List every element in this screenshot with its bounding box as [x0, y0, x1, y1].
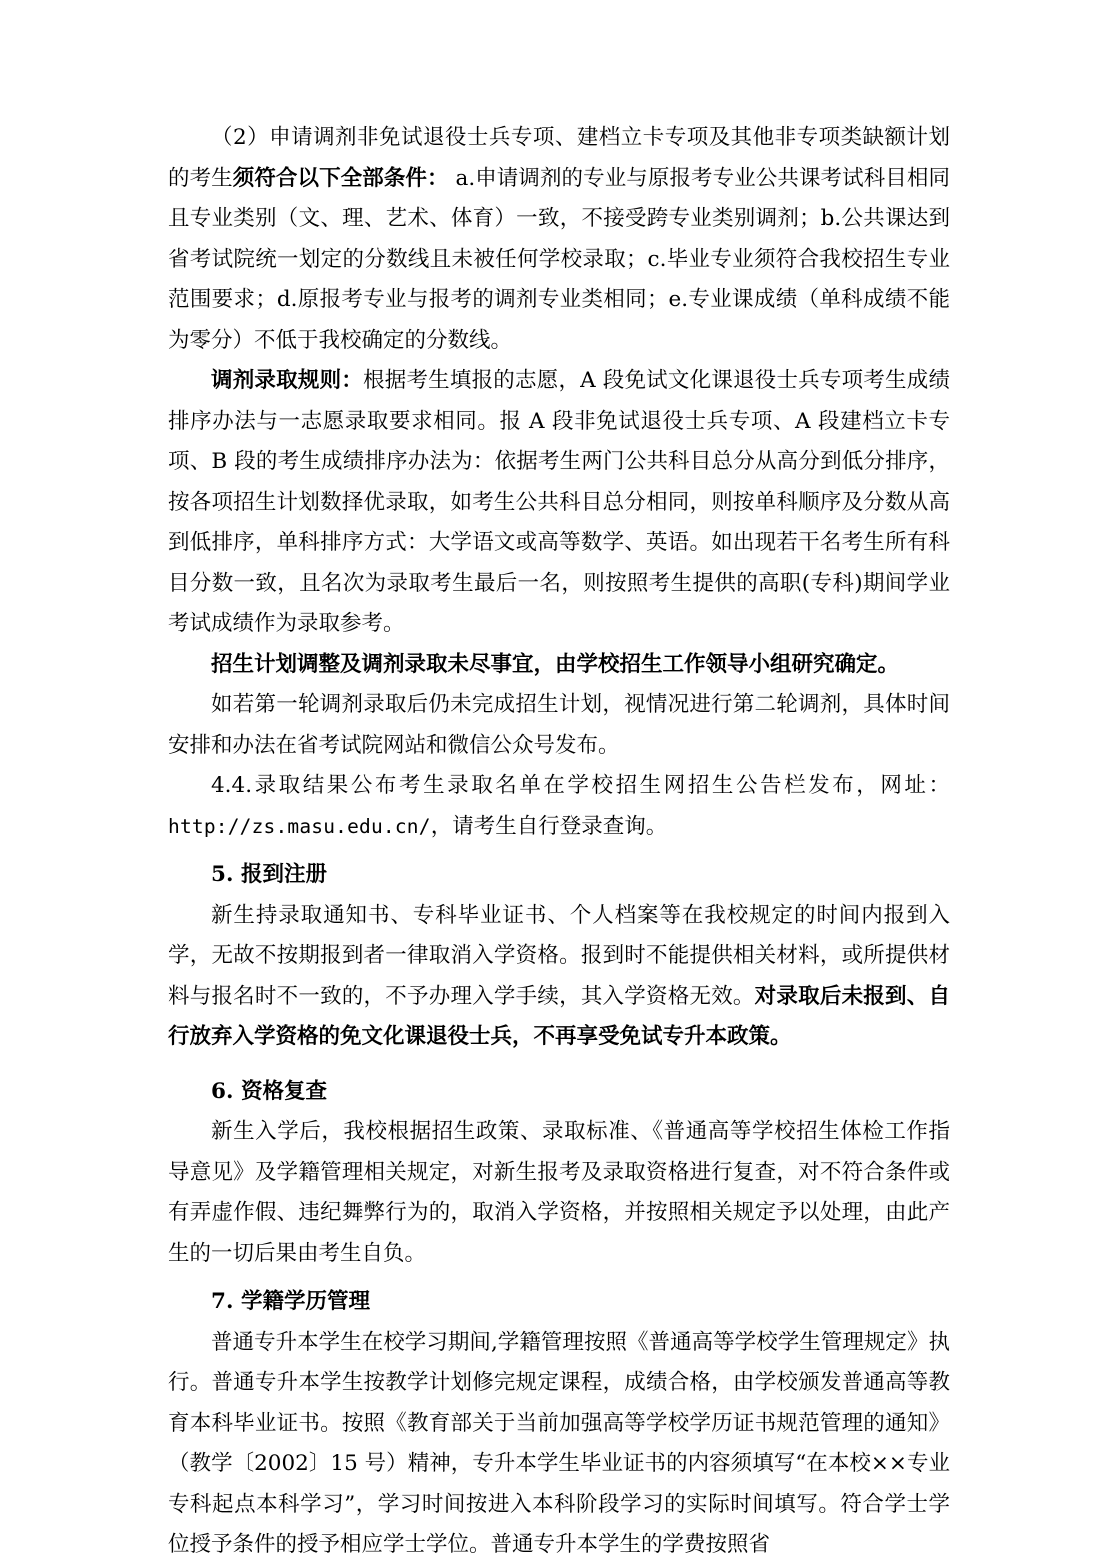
spacer [168, 847, 950, 855]
section-heading-registration [168, 855, 950, 896]
section-number: 7. [211, 1289, 234, 1314]
result-prefix: 4.4.录取结果公布考生录取名单在学校招生网招生公告栏发布，网址： [211, 773, 950, 798]
run-text: （2）申请调剂非免试退役士兵专项、建档立卡专项及其他非专项类缺额计划的考生 [168, 125, 950, 191]
para-result-announcement [168, 766, 950, 847]
section-heading-student-status [168, 1282, 950, 1323]
spacer [168, 1058, 950, 1072]
admissions-website-url[interactable]: http://zs.masu.edu.cn/ [168, 814, 431, 838]
section-title: 学籍学历管理 [240, 1289, 370, 1314]
para-transfer-admission-rules [168, 361, 950, 645]
section-heading-qualification-review [168, 1072, 950, 1113]
run-text: a.申请调剂的专业与原报考专业公共课考试科目相同且专业类别（文、理、艺术、体育）一致，不接受跨专业类别调剂；b.公共课达到省考试院统一划定的分数线且未被任何学校录取；c.毕业专业须符合我校招生专业范围要求；d.原报考专业与报考的调剂专业类相同；e.专业课成绩（单科成绩不能为零分）不低于我校确定的分数线。 [168, 165, 950, 353]
run-text: 普通专升本学生在校学习期间,学籍管理按照《普通高等学校学生管理规定》执行。普通专升本学生按教学计划修完规定课程，成绩合格，由学校颁发普通高等教育本科毕业证书。按照《教育部关于当前加强高等学校学历证书规范管理的通知》（教学〔2002〕15 号）精神，专升本学生毕业证书的内容须填写“在本校××专业专科起点本科学习”，学习时间按进入本科阶段学习的实际时间填写。符合学士学位授予条件的授予相应学士学位。普通专升本学生的学费按照省 [168, 1329, 950, 1557]
run-text-bold: 调剂录取规则： [211, 368, 364, 393]
para-plan-adjustment [168, 645, 950, 686]
run-text: 根据考生填报的志愿，A 段免试文化课退役士兵专项考生成绩排序办法与一志愿录取要求相同。报 A 段非免试退役士兵专项、A 段建档立卡专项、B 段的考生成绩排序办法为：依据考生两门公共科目总分从高分到低分排序，按各项招生计划数择优录取，如考生公共科目总分相同，则按单科顺序及分数从高到低排序，单科排序方式：大学语文或高等数学、英语。如出现若干名考生所有科目分数一致，且名次为录取考生最后一名，则按照考生提供的高职(专科)期间学业考试成绩作为录取参考。 [168, 368, 950, 636]
run-text: 新生持录取通知书、专科毕业证书、个人档案等在我校规定的时间内报到入学，无故不按期报到者一律取消入学资格。报到时不能提供相关材料，或所提供材料与报名时不一致的，不予办理入学手续，其入学资格无效。 [168, 902, 950, 1009]
section-number: 6. [211, 1078, 234, 1104]
run-text-bold: 对录取后未报到、自行放弃入学资格的免文化课退役士兵，不再享受免试专升本政策。 [168, 983, 950, 1049]
para-registration-body [168, 896, 950, 1058]
para-student-status-body [168, 1323, 950, 1566]
para-transfer-conditions [168, 118, 950, 361]
section-title: 报到注册 [240, 862, 327, 887]
document-body [168, 118, 950, 1566]
run-text: 如若第一轮调剂录取后仍未完成招生计划，视情况进行第二轮调剂，具体时间安排和办法在省考试院网站和微信公众号发布。 [168, 692, 950, 758]
para-second-round [168, 685, 950, 766]
spacer [168, 1274, 950, 1282]
run-text-bold: 须符合以下全部条件： [232, 165, 449, 191]
para-qualification-body [168, 1112, 950, 1274]
section-number: 5. [211, 862, 234, 887]
section-title: 资格复查 [240, 1078, 327, 1104]
result-suffix: ，请考生自行登录查询。 [430, 813, 668, 839]
run-text: 新生入学后，我校根据招生政策、录取标准、《普通高等学校招生体检工作指导意见》及学籍管理相关规定，对新生报考及录取资格进行复查，对不符合条件或有弄虚作假、违纪舞弊行为的，取消入学资格，并按照相关规定予以处理，由此产生的一切后果由考生自负。 [168, 1119, 950, 1266]
run-text-bold: 招生计划调整及调剂录取未尽事宜，由学校招生工作领导小组研究确定。 [211, 651, 900, 677]
